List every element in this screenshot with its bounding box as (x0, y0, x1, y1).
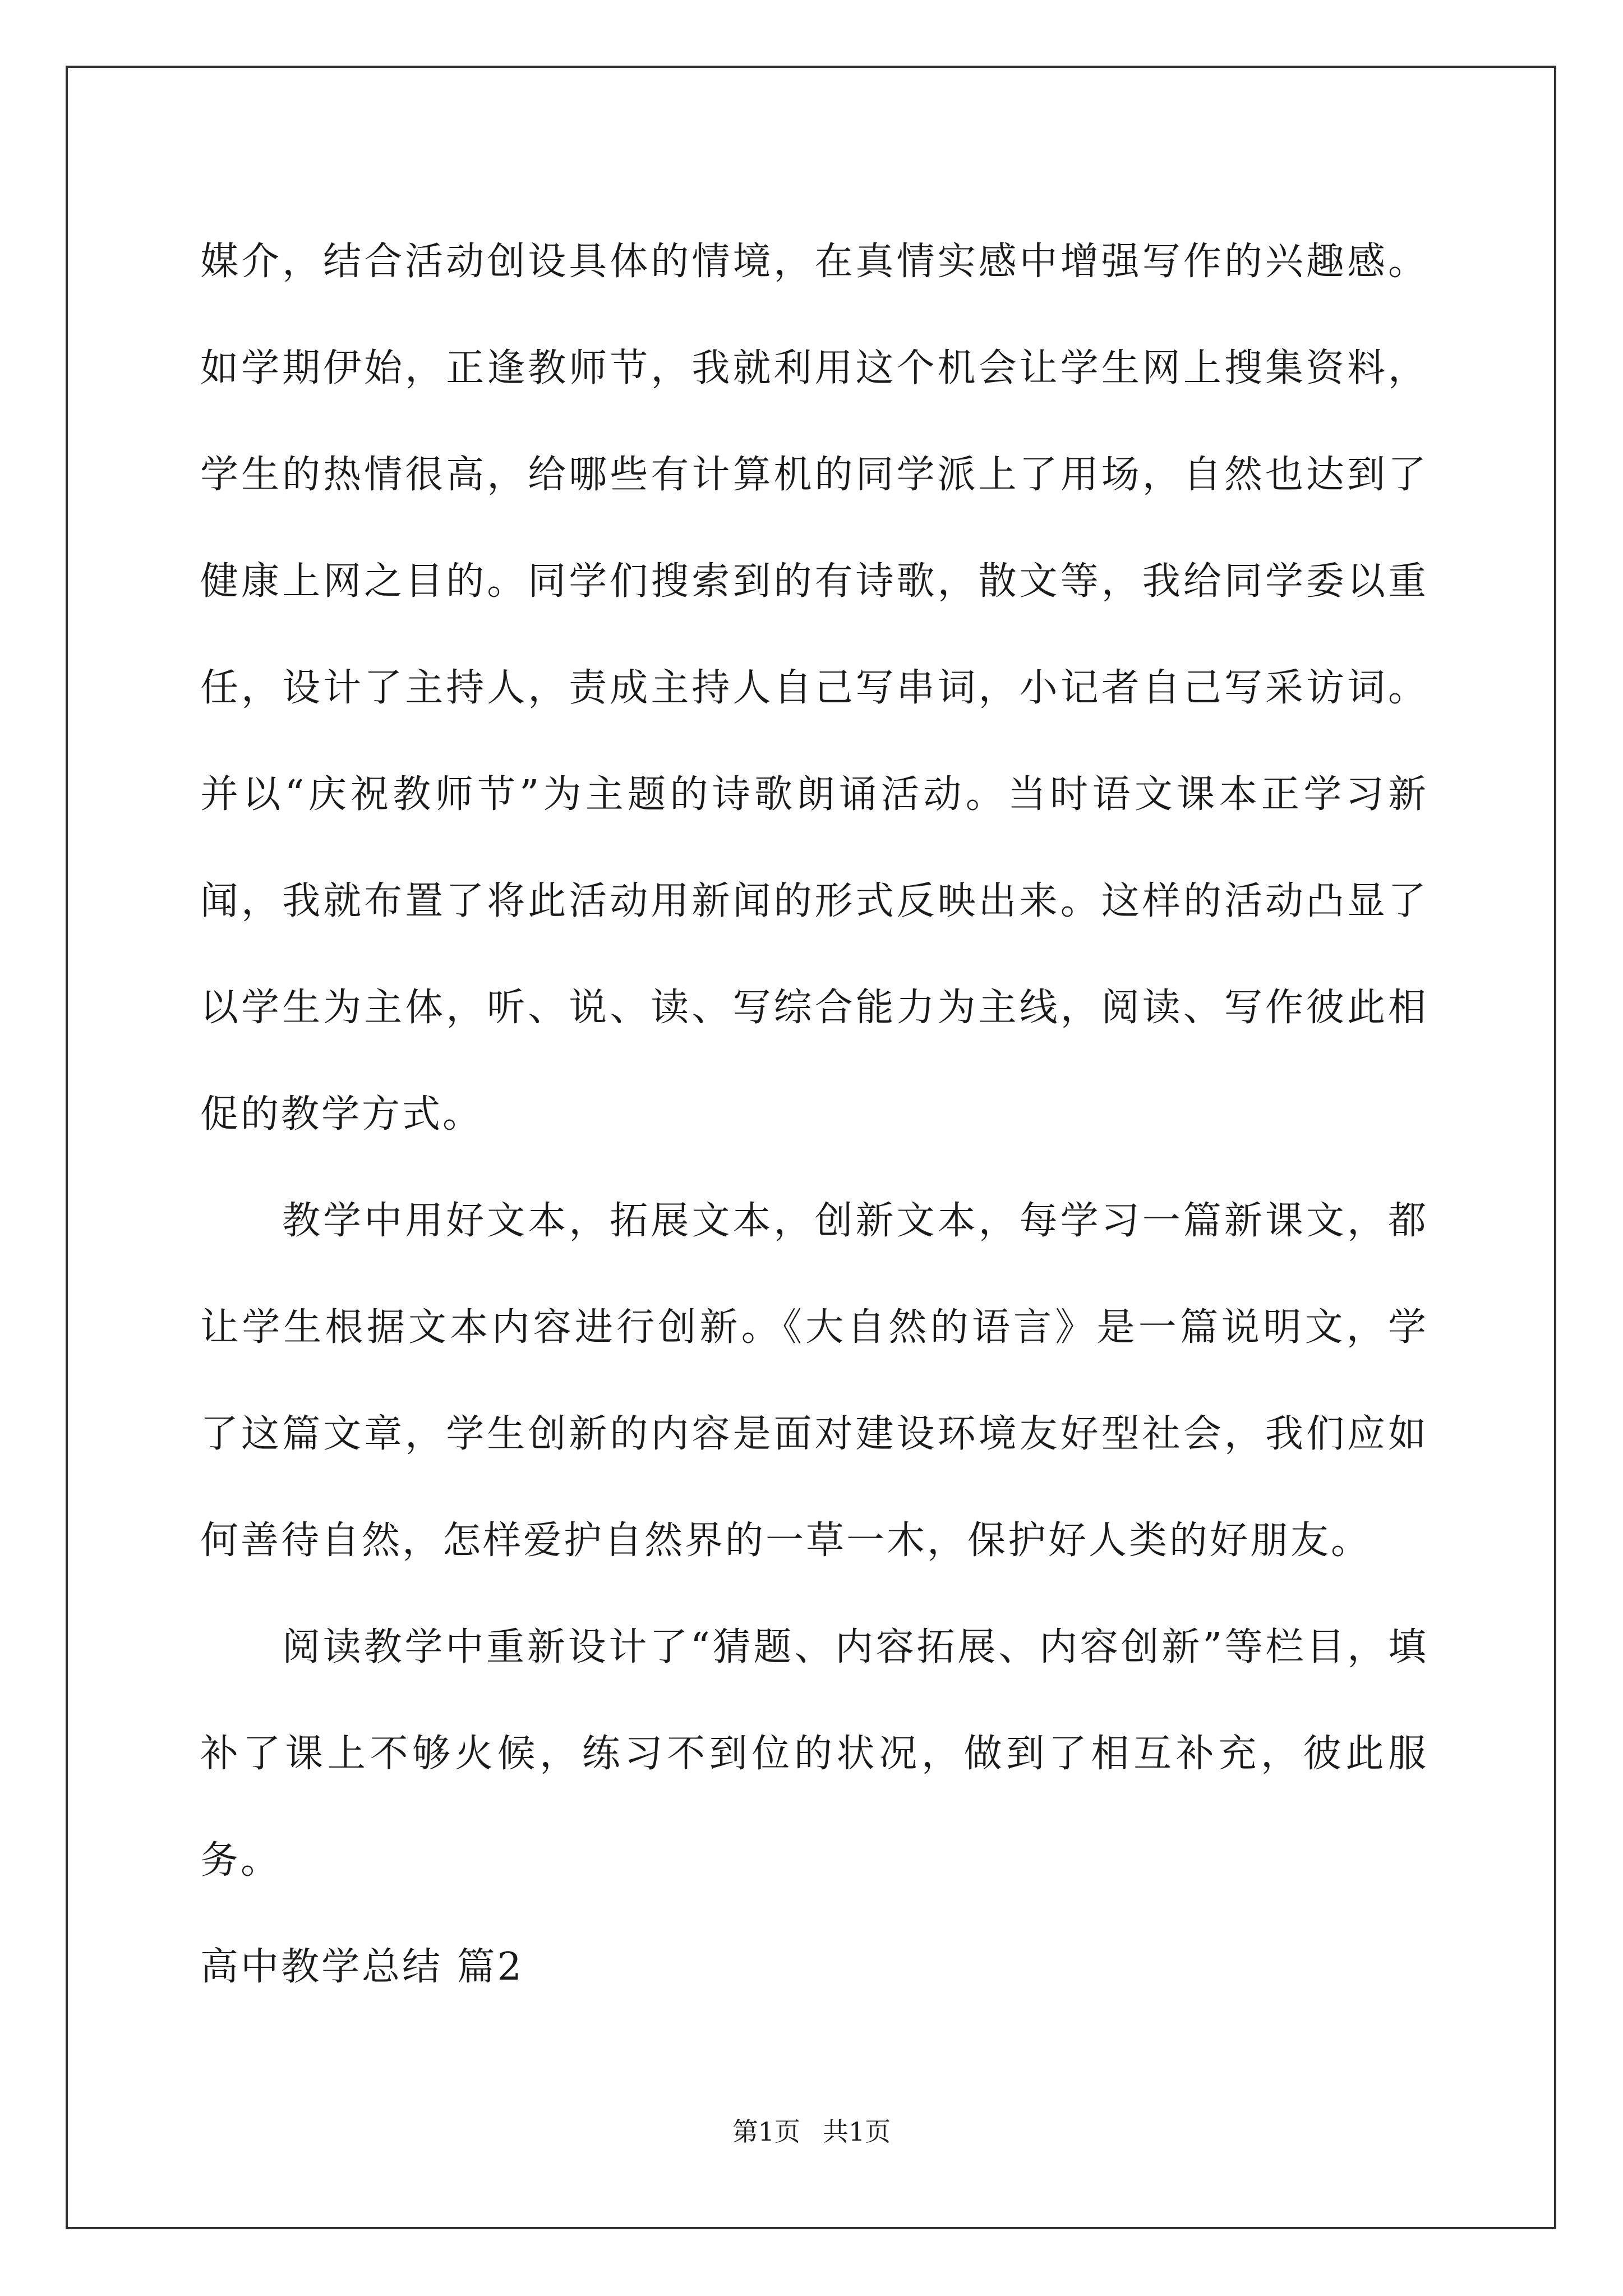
paragraph-intro: 媒介，结合活动创设具体的情境，在真情实感中增强写作的兴趣感。如学期伊始，正逢教师节，我就利用这个机会让学生网上搜集资料，学生的热情很高，给哪些有计算机的同学派上了用场，自然也达到了健康上网之目的。同学们搜索到的有诗歌，散文等，我给同学委以重任，设计了主持人，责成主持人自己写串词，小记者自己写采访词。并以“庆祝教师节”为主题的诗歌朗诵活动。当时语文课本正学习新闻，我就布置了将此活动用新闻的形式反映出来。这样的活动凸显了以学生为主体，听、说、读、写综合能力为主线，阅读、写作彼此相促的教学方式。 (200, 240, 1428, 1137)
section-heading: 高中教学总结 篇2 (200, 1945, 524, 1989)
document-body (200, 209, 1428, 2021)
page-footer (0, 2115, 1623, 2148)
paragraph-reading-teaching: 阅读教学中重新设计了“猜题、内容拓展、内容创新”等栏目，填补了课上不够火候，练习不到位的状况，做到了相互补充，彼此服务。 (200, 1625, 1428, 1883)
paragraph-text-innovation: 教学中用好文本，拓展文本，创新文本，每学习一篇新课文，都让学生根据文本内容进行创新。《大自然的语言》是一篇说明文，学了这篇文章，学生创新的内容是面对建设环境友好型社会，我们应如何善待自然，怎样爱护自然界的一草一木，保护好人类的好朋友。 (200, 1199, 1428, 1563)
page-number: 第1页 (732, 2116, 800, 2147)
page-total: 共1页 (823, 2116, 891, 2147)
